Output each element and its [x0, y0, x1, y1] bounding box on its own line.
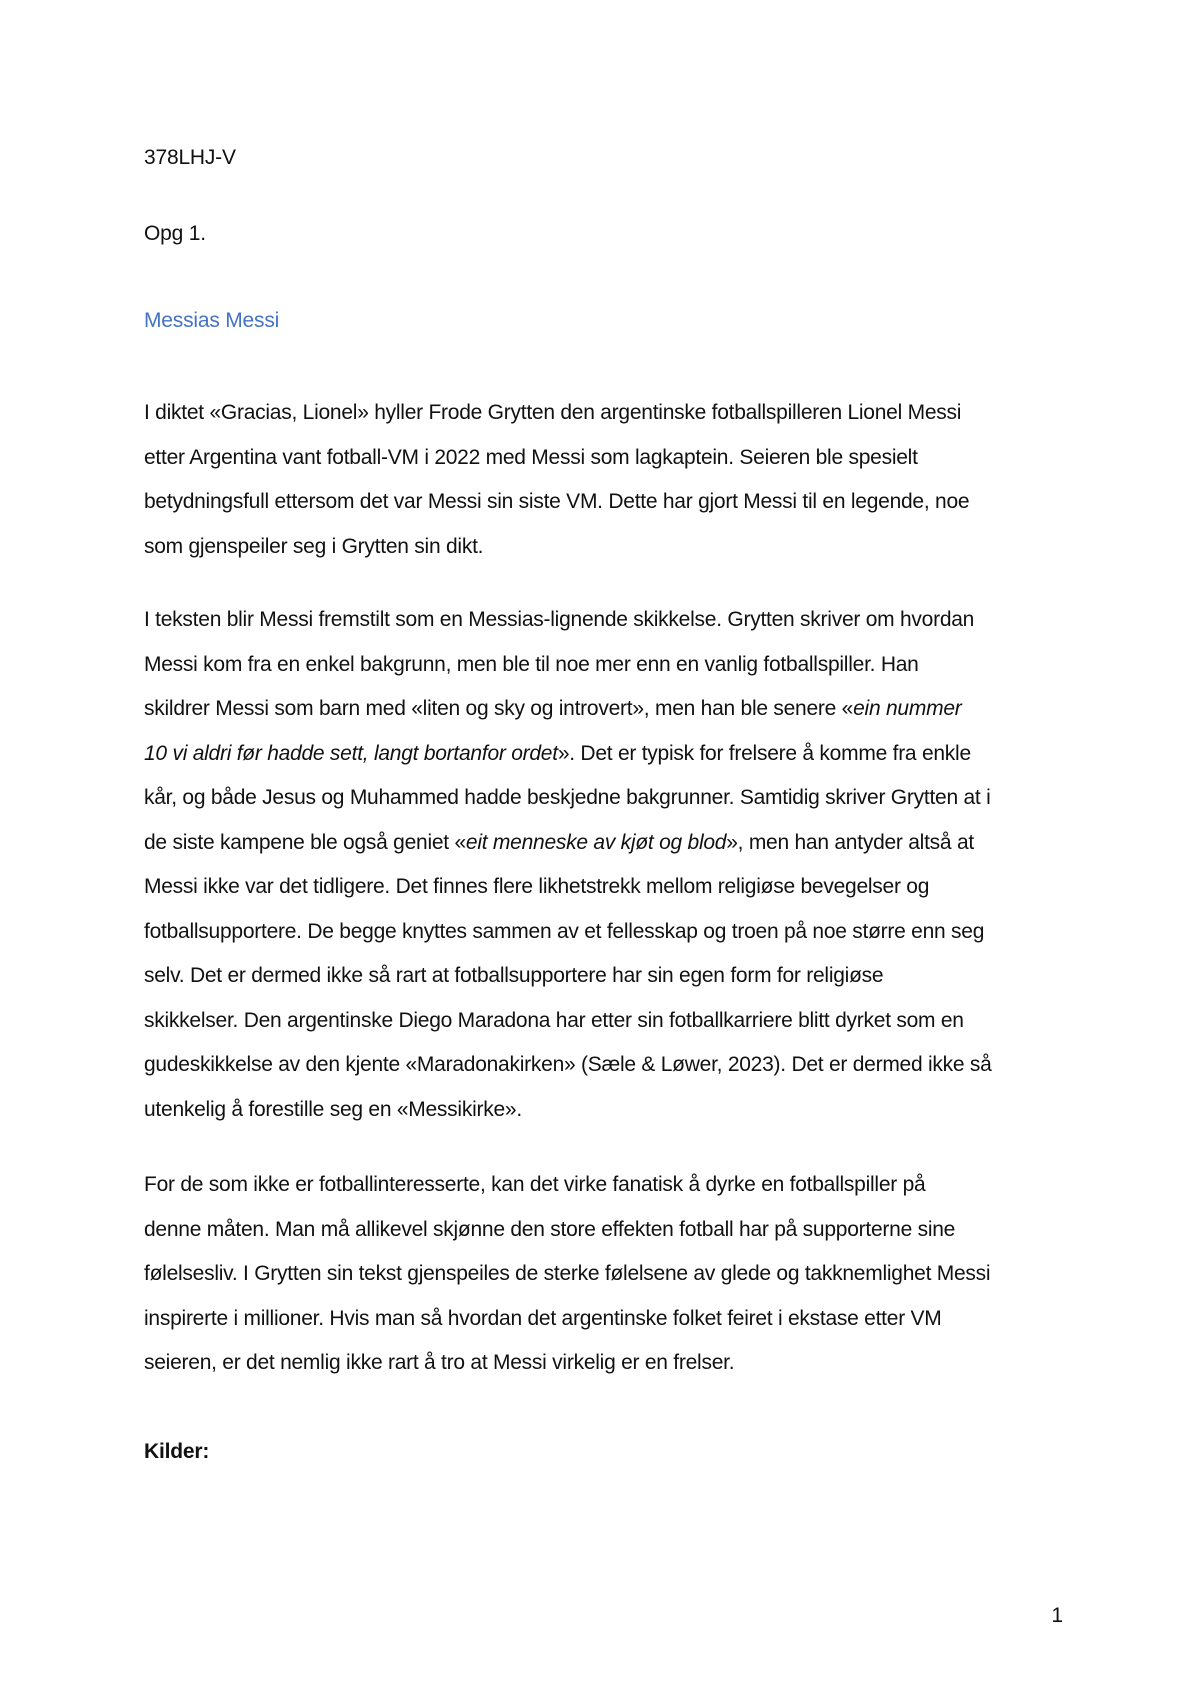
document-title: Messias Messi — [144, 309, 280, 332]
paragraph-line — [144, 1163, 1064, 1208]
paragraph-1 — [144, 391, 1064, 569]
text-run: seieren, er det nemlig ikke rart å tro at Messi virkelig er en frelser. — [144, 1351, 735, 1374]
paragraph-line — [144, 436, 1064, 481]
text-run: For de som ikke er fotballinteresserte, kan det virke fanatisk å dyrke en fotballspiller på — [144, 1173, 926, 1196]
text-run: ». Det er typisk for frelsere å komme fra enkle — [557, 741, 971, 765]
text-run: fotballsupportere. De begge knyttes sammen av et fellesskap og troen på noe større enn seg — [144, 919, 985, 943]
paragraph-line — [144, 999, 1064, 1044]
text-run: gudeskikkelse av den kjente «Maradonakirken» (Sæle & Løwer, 2023). Det er dermed ikke så — [144, 1053, 992, 1076]
page-number: 1 — [1051, 1604, 1063, 1627]
paragraph-line — [144, 480, 1064, 525]
text-run: de siste kampene ble også geniet « — [144, 830, 466, 854]
text-run: Messi kom fra en enkel bakgrunn, men ble til noe mer enn en vanlig fotballspiller. Han — [144, 652, 919, 676]
text-run: skildrer Messi som barn med «liten og sky og introvert», men han ble senere « — [144, 697, 854, 720]
text-run: betydningsfull ettersom det var Messi sin siste VM. Dette har gjort Messi til en legende, noe — [144, 490, 970, 513]
paragraph-line — [144, 865, 1064, 910]
paragraph-2 — [144, 598, 1064, 1132]
paragraph-line — [144, 910, 1064, 955]
task-label: Opg 1. — [144, 222, 206, 245]
paragraph-line — [144, 598, 1064, 643]
paragraph-line — [144, 1208, 1064, 1253]
paragraph-line — [144, 732, 1064, 777]
text-run: I diktet «Gracias, Lionel» hyller Frode Grytten den argentinske fotballspilleren Lionel Messi — [144, 401, 962, 424]
paragraph-line — [144, 1252, 1064, 1297]
text-run: », men han antyder altså at — [726, 830, 974, 854]
text-run: kår, og både Jesus og Muhammed hadde beskjedne bakgrunner. Samtidig skriver Grytten at i — [144, 786, 991, 809]
paragraph-line — [144, 954, 1064, 999]
paragraph-line — [144, 1297, 1064, 1342]
paragraph-line — [144, 821, 1064, 866]
text-run: følelsesliv. I Grytten sin tekst gjenspeiles de sterke følelsene av glede og takknemlighet Messi — [144, 1262, 991, 1285]
text-run: skikkelser. Den argentinske Diego Maradona har etter sin fotballkarriere blitt dyrket som en — [144, 1008, 964, 1032]
text-run: utenkelig å forestille seg en «Messikirke». — [144, 1097, 522, 1121]
paragraph-line — [144, 687, 1064, 732]
quote-italic: ein nummer — [853, 697, 962, 720]
text-run: denne måten. Man må allikevel skjønne den store effekten fotball har på supporterne sine — [144, 1217, 956, 1241]
paragraph-line — [144, 776, 1064, 821]
quote-italic: 10 vi aldri før hadde sett, langt bortanfor ordet — [144, 741, 558, 765]
sources-heading: Kilder: — [144, 1440, 210, 1463]
candidate-id: 378LHJ-V — [144, 146, 236, 169]
paragraph-line — [144, 1341, 1064, 1386]
text-run: Messi ikke var det tidligere. Det finnes flere likhetstrekk mellom religiøse bevegelser og — [144, 875, 930, 898]
paragraph-line — [144, 525, 1064, 570]
text-run: I teksten blir Messi fremstilt som en Messias-lignende skikkelse. Grytten skriver om hvordan — [144, 608, 975, 631]
paragraph-3 — [144, 1163, 1064, 1386]
text-run: selv. Det er dermed ikke så rart at fotballsupportere har sin egen form for religiøse — [144, 964, 884, 987]
quote-italic: eit menneske av kjøt og blod — [465, 830, 727, 854]
text-run: inspirerte i millioner. Hvis man så hvordan det argentinske folket feiret i ekstase etter VM — [144, 1306, 942, 1330]
text-run: som gjenspeiler seg i Grytten sin dikt. — [144, 534, 484, 558]
paragraph-line — [144, 1043, 1064, 1088]
paragraph-line — [144, 1088, 1064, 1133]
text-run: etter Argentina vant fotball-VM i 2022 med Messi som lagkaptein. Seieren ble spesielt — [144, 445, 918, 469]
paragraph-line — [144, 391, 1064, 436]
paragraph-line — [144, 643, 1064, 688]
